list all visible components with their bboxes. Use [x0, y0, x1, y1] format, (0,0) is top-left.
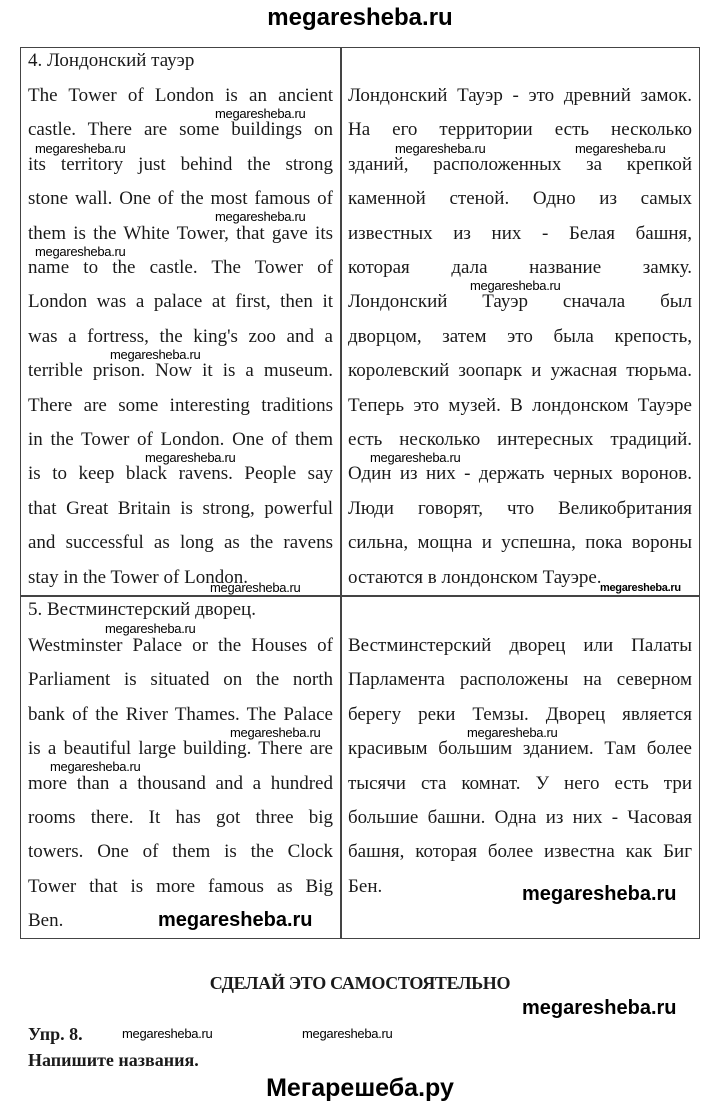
text-line: name to the castle. The Tower of	[28, 257, 333, 278]
watermark: megaresheba.ru	[467, 725, 558, 740]
exercise-instruction: Напишите названия.	[28, 1050, 199, 1070]
text-line: London was a palace at first, then it	[28, 291, 333, 313]
translation-table	[20, 47, 700, 939]
site-header: megaresheba.ru	[267, 4, 453, 31]
watermark: megaresheba.ru	[575, 141, 666, 156]
text-line: The Tower of London is an ancient	[28, 85, 333, 106]
watermark: megaresheba.ru	[230, 725, 321, 740]
text-line: is to keep black ravens. People say	[28, 463, 333, 485]
watermark: megaresheba.ru	[395, 141, 486, 156]
watermark: megaresheba.ru	[35, 244, 126, 259]
watermark: megaresheba.ru	[110, 347, 201, 362]
text-line: castle. There are some buildings on	[28, 119, 333, 141]
text-line: Теперь это музей. В лондонском Тауэре	[348, 394, 692, 416]
watermark: megaresheba.ru	[215, 106, 306, 121]
bottom-brand: Мегарешеба.ру	[266, 1074, 454, 1102]
text-line: and successful as long as the ravens	[28, 532, 333, 554]
text-line: terrible prison. Now it is a museum.	[28, 360, 333, 382]
text-line: тысячи ста комнат. У него есть три	[348, 772, 692, 794]
watermark: megaresheba.ru	[122, 1026, 213, 1041]
watermark-bold: megaresheba.ru	[210, 580, 301, 595]
text-line: Parliament is situated on the north	[28, 669, 333, 691]
text-line: Бен.	[348, 875, 383, 897]
watermark: megaresheba.ru	[50, 759, 141, 774]
text-line: Tower that is more famous as Big	[28, 875, 333, 897]
text-line: more than a thousand and a hundred	[28, 772, 333, 794]
text-line: большие башни. Одна из них - Часовая	[348, 807, 692, 828]
text-line: was a fortress, the king's zoo and a	[28, 325, 333, 347]
text-line: Вестминстерский дворец или Палаты	[348, 635, 692, 656]
watermark: megaresheba.ru	[215, 209, 306, 224]
column-divider	[340, 47, 342, 939]
watermark-bold: megaresheba.ru	[470, 278, 561, 293]
text-line: башня, которая более известна как Биг	[348, 841, 692, 863]
section-heading-westminster: 5. Вестминстерский дворец.	[28, 599, 256, 620]
text-line: Лондонский Тауэр сначала был	[348, 291, 692, 313]
text-line: сильна, мощна и успешна, пока вороны	[348, 532, 692, 554]
text-line: Люди говорят, что Великобритания	[348, 497, 692, 519]
text-line: rooms there. It has got three big	[28, 807, 333, 828]
row-divider	[20, 595, 700, 597]
watermark: megaresheba.ru	[302, 1026, 393, 1041]
watermark: megaresheba.ru	[105, 621, 196, 636]
text-line: На его территории есть несколько	[348, 119, 692, 141]
watermark: megaresheba.ru	[145, 450, 236, 465]
watermark-bold: megaresheba.ru	[370, 450, 461, 465]
text-line: There are some interesting traditions	[28, 394, 333, 416]
text-line: остаются в лондонском Тауэре.	[348, 566, 602, 588]
text-line: that Great Britain is strong, powerful	[28, 497, 333, 519]
text-line: каменной стеной. Одно из самых	[348, 188, 692, 210]
text-line: зданий, расположенных за крепкой	[348, 153, 692, 175]
watermark: megaresheba.ru	[35, 141, 126, 156]
text-line: stay in the Tower of London.	[28, 566, 248, 588]
text-line: есть несколько интересных традиций.	[348, 429, 692, 450]
text-line: королевский зоопарк и ужасная тюрьма.	[348, 360, 692, 382]
text-line: stone wall. One of the most famous of	[28, 188, 333, 210]
text-line: берегу реки Темзы. Дворец является	[348, 703, 692, 725]
text-line: towers. One of them is the Clock	[28, 841, 333, 863]
text-line: Один из них - держать черных воронов.	[348, 463, 692, 485]
watermark: megaresheba.ru	[600, 582, 681, 594]
text-line: Лондонский Тауэр - это древний замок.	[348, 85, 692, 106]
text-line: Westminster Palace or the Houses of	[28, 635, 333, 656]
exercise-number: Упр. 8.	[28, 1024, 83, 1044]
text-line: in the Tower of London. One of them	[28, 429, 333, 450]
watermark-bold: megaresheba.ru	[522, 997, 677, 1019]
watermark-bold: megaresheba.ru	[158, 909, 313, 931]
text-line: известных из них - Белая башня,	[348, 222, 692, 244]
text-line: дворцом, затем это была крепость,	[348, 325, 692, 347]
text-line: is a beautiful large building. There are	[28, 738, 333, 760]
text-line: its territory just behind the strong	[28, 153, 333, 175]
text-line: которая дала название замку.	[348, 257, 692, 278]
watermark-bold: megaresheba.ru	[522, 883, 677, 905]
text-line: Парламента расположены на северном	[348, 669, 692, 691]
text-line: them is the White Tower, that gave its	[28, 222, 333, 244]
text-line: красивым большим зданием. Там более	[348, 738, 692, 760]
text-line: bank of the River Thames. The Palace	[28, 703, 333, 725]
section-heading-tower: 4. Лондонский тауэр	[28, 50, 195, 71]
section-title: СДЕЛАЙ ЭТО САМОСТОЯТЕЛЬНО	[209, 973, 511, 993]
text-line: Ben.	[28, 910, 64, 932]
